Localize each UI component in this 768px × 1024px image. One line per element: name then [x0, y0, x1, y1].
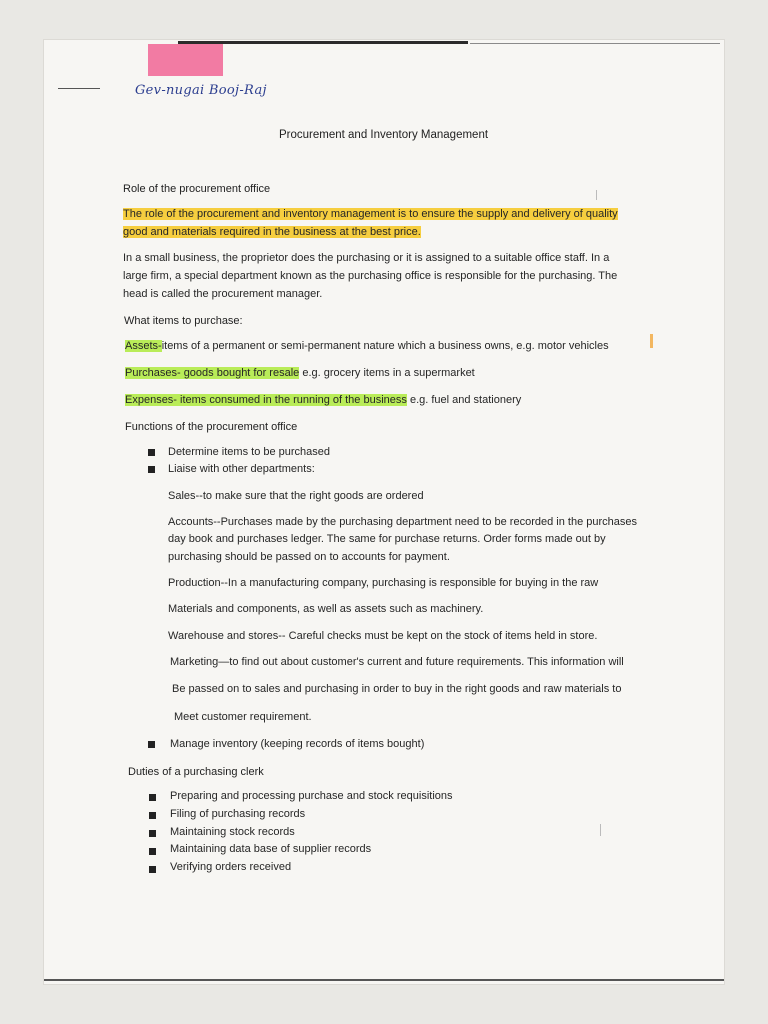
highlighter-mark	[650, 334, 653, 348]
department-warehouse: Warehouse and stores-- Careful checks must be kept on the stock of items held in store.	[168, 630, 598, 642]
bullet-icon	[149, 794, 156, 801]
list-item: Maintaining data base of supplier records	[170, 843, 372, 855]
section-heading-items: What items to purchase:	[124, 315, 243, 327]
department-marketing: Marketing—to find out about customer's current and future requirements. This information will	[170, 656, 624, 668]
list-item: Liaise with other departments:	[168, 463, 315, 475]
item-assets: Assets-items of a permanent or semi-permanent nature which a business owns, e.g. motor vehicles	[125, 340, 609, 352]
pencil-mark	[600, 824, 601, 836]
paragraph-line: In a small business, the proprietor does the purchasing or it is assigned to a suitable office staff. In a	[123, 252, 610, 264]
item-expenses: Expenses- items consumed in the running of the business e.g. fuel and stationery	[125, 394, 522, 406]
highlighted-text: The role of the procurement and inventory management is to ensure the supply and delivery of quality	[123, 208, 618, 220]
list-item: Filing of purchasing records	[170, 808, 306, 820]
paragraph-line: head is called the procurement manager.	[123, 288, 323, 300]
item-purchases: Purchases- goods bought for resale e.g. grocery items in a supermarket	[125, 367, 475, 379]
paragraph-line: day book and purchases ledger. The same for purchase returns. Order forms made out by	[168, 533, 606, 545]
section-heading-role: Role of the procurement office	[123, 183, 271, 195]
paragraph-line: purchasing should be passed on to accounts for payment.	[168, 551, 450, 563]
paragraph-line: Materials and components, as well as assets such as machinery.	[168, 603, 484, 615]
section-heading-functions: Functions of the procurement office	[125, 421, 298, 433]
list-item: Preparing and processing purchase and stock requisitions	[170, 790, 453, 802]
page-title: Procurement and Inventory Management	[279, 129, 489, 141]
top-edge-line-faint	[470, 43, 720, 44]
pencil-mark	[596, 190, 597, 200]
bullet-icon	[148, 741, 155, 748]
section-heading-duties: Duties of a purchasing clerk	[128, 766, 264, 778]
list-item: Maintaining stock records	[170, 826, 295, 838]
department-production: Production--In a manufacturing company, purchasing is responsible for buying in the raw	[168, 577, 599, 589]
bottom-edge-line	[44, 979, 724, 981]
department-sales: Sales--to make sure that the right goods are ordered	[168, 490, 424, 502]
department-accounts: Accounts--Purchases made by the purchasing department need to be recorded in the purchases	[168, 516, 637, 528]
list-item: Verifying orders received	[170, 861, 292, 873]
paragraph-line: Meet customer requirement.	[174, 711, 312, 723]
paper-sheet	[44, 40, 724, 984]
list-item: Manage inventory (keeping records of items bought)	[170, 738, 425, 750]
bullet-icon	[149, 866, 156, 873]
list-item: Determine items to be purchased	[168, 446, 331, 458]
paragraph-line: large firm, a special department known as the purchasing office is responsible for the purchasing. The	[123, 270, 618, 282]
margin-mark	[58, 88, 100, 89]
sticky-note	[148, 44, 223, 76]
bullet-icon	[149, 830, 156, 837]
bullet-icon	[149, 812, 156, 819]
handwritten-signature: Gev-nugai Booj-Raj	[135, 83, 267, 98]
bullet-icon	[149, 848, 156, 855]
highlighted-text: good and materials required in the business at the best price.	[123, 226, 421, 238]
bullet-icon	[148, 466, 155, 473]
paragraph-line: Be passed on to sales and purchasing in order to buy in the right goods and raw materials to	[172, 683, 622, 695]
bullet-icon	[148, 449, 155, 456]
